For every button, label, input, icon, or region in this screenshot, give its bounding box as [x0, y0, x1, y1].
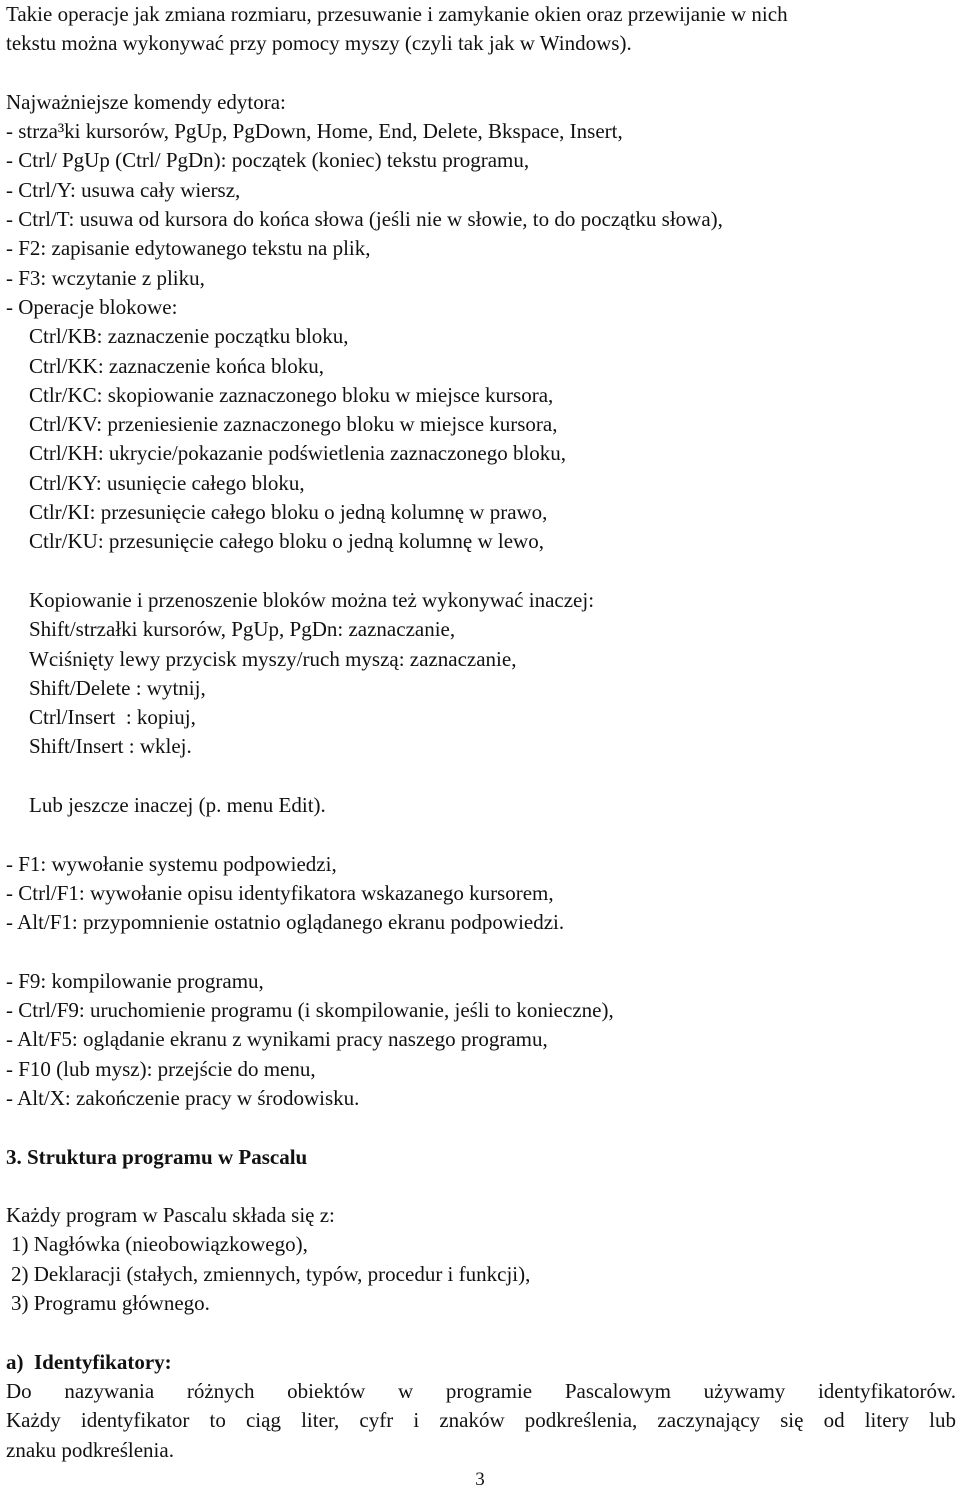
intro-line-2: tekstu można wykonywać przy pomocy myszy (czyli tak jak w Windows). — [6, 31, 632, 56]
section-3-lead: Każdy program w Pascalu składa się z: — [6, 1203, 335, 1228]
editor-command-item: - strza³ki kursorów, PgUp, PgDown, Home, End, Delete, Bkspace, Insert, — [6, 119, 623, 144]
spacer — [6, 938, 956, 967]
run-key-item: - Alt/F5: oglądanie ekranu z wynikami pracy naszego programu, — [6, 1027, 548, 1052]
help-key-item: - Alt/F1: przypomnienie ostatnio oglądanego ekranu podpowiedzi. — [6, 910, 565, 935]
editor-command-item: - F3: wczytanie z pliku, — [6, 265, 205, 290]
spacer — [6, 1172, 956, 1201]
editor-command-item: - F2: zapisanie edytowanego tekstu na plik, — [6, 236, 371, 261]
page-number: 3 — [475, 1469, 485, 1490]
editor-commands-heading: Najważniejsze komendy edytora: — [6, 89, 286, 114]
identifiers-text-line: znaku podkreślenia. — [6, 1437, 174, 1462]
spacer — [6, 557, 956, 586]
block-op-item: Ctlr/KU: przesunięcie całego bloku o jedną kolumnę w lewo, — [29, 529, 544, 554]
block-op-item: Ctrl/KV: przeniesienie zaznaczonego bloku w miejsce kursora, — [29, 412, 558, 437]
block-op-item: Ctrl/KY: usunięcie całego bloku, — [29, 470, 305, 495]
spacer — [6, 1318, 956, 1347]
block-op-item: Ctrl/KK: zaznaczenie końca bloku, — [29, 353, 325, 378]
program-part-item: 2) Deklaracji (stałych, zmiennych, typów, procedur i funkcji), — [11, 1261, 531, 1286]
intro-line-1: Takie operacje jak zmiana rozmiaru, przesuwanie i zamykanie okien oraz przewijanie w nich — [6, 2, 788, 26]
help-key-item: - F1: wywołanie systemu podpowiedzi, — [6, 851, 337, 876]
editor-command-item: - Operacje blokowe: — [6, 294, 178, 319]
run-key-item: - Ctrl/F9: uruchomienie programu (i skompilowanie, jeśli to konieczne), — [6, 998, 614, 1023]
run-key-item: - Alt/X: zakończenie pracy w środowisku. — [6, 1085, 360, 1110]
alt-copy-line: Shift/strzałki kursorów, PgUp, PgDn: zaznaczanie, — [29, 617, 456, 642]
program-part-item: 1) Nagłówka (nieobowiązkowego), — [11, 1232, 308, 1257]
program-part-item: 3) Programu głównego. — [11, 1291, 210, 1316]
editor-command-item: - Ctrl/T: usuwa od kursora do końca słowa (jeśli nie w słowie, to do początku słowa), — [6, 207, 723, 232]
alt-copy-extra: Lub jeszcze inaczej (p. menu Edit). — [29, 793, 326, 818]
spacer — [6, 762, 956, 791]
block-op-item: Ctrl/KH: ukrycie/pokazanie podświetlenia zaznaczonego bloku, — [29, 441, 567, 466]
help-key-item: - Ctrl/F1: wywołanie opisu identyfikatora wskazanego kursorem, — [6, 880, 554, 905]
alt-copy-line: Kopiowanie i przenoszenie bloków można też wykonywać inaczej: — [29, 587, 595, 612]
section-3-title: 3. Struktura programu w Pascalu — [6, 1144, 308, 1169]
document-page — [6, 0, 956, 1465]
block-op-item: Ctlr/KI: przesunięcie całego bloku o jedną kolumnę w prawo, — [29, 500, 548, 525]
identifiers-text-line: Każdy identyfikator to ciąg liter, cyfr i znaków podkreślenia, zaczynający się od litery lub — [6, 1408, 956, 1433]
alt-copy-line: Ctrl/Insert : kopiuj, — [29, 705, 196, 730]
block-op-item: Ctrl/KB: zaznaczenie początku bloku, — [29, 324, 349, 349]
alt-copy-line: Wciśnięty lewy przycisk myszy/ruch myszą: zaznaczanie, — [29, 646, 517, 671]
spacer — [6, 820, 956, 849]
identifiers-text-line: Do nazywania różnych obiektów w programie Pascalowym używamy identyfikatorów. — [6, 1378, 956, 1403]
spacer — [6, 59, 956, 88]
run-key-item: - F9: kompilowanie programu, — [6, 968, 264, 993]
block-op-item: Ctlr/KC: skopiowanie zaznaczonego bloku w miejsce kursora, — [29, 382, 554, 407]
spacer — [6, 1113, 956, 1142]
editor-command-item: - Ctrl/Y: usuwa cały wiersz, — [6, 177, 241, 202]
alt-copy-line: Shift/Delete : wytnij, — [29, 675, 206, 700]
alt-copy-line: Shift/Insert : wklej. — [29, 734, 192, 759]
editor-command-item: - Ctrl/ PgUp (Ctrl/ PgDn): początek (koniec) tekstu programu, — [6, 148, 530, 173]
run-key-item: - F10 (lub mysz): przejście do menu, — [6, 1056, 316, 1081]
identifiers-title: a) Identyfikatory: — [6, 1349, 172, 1374]
